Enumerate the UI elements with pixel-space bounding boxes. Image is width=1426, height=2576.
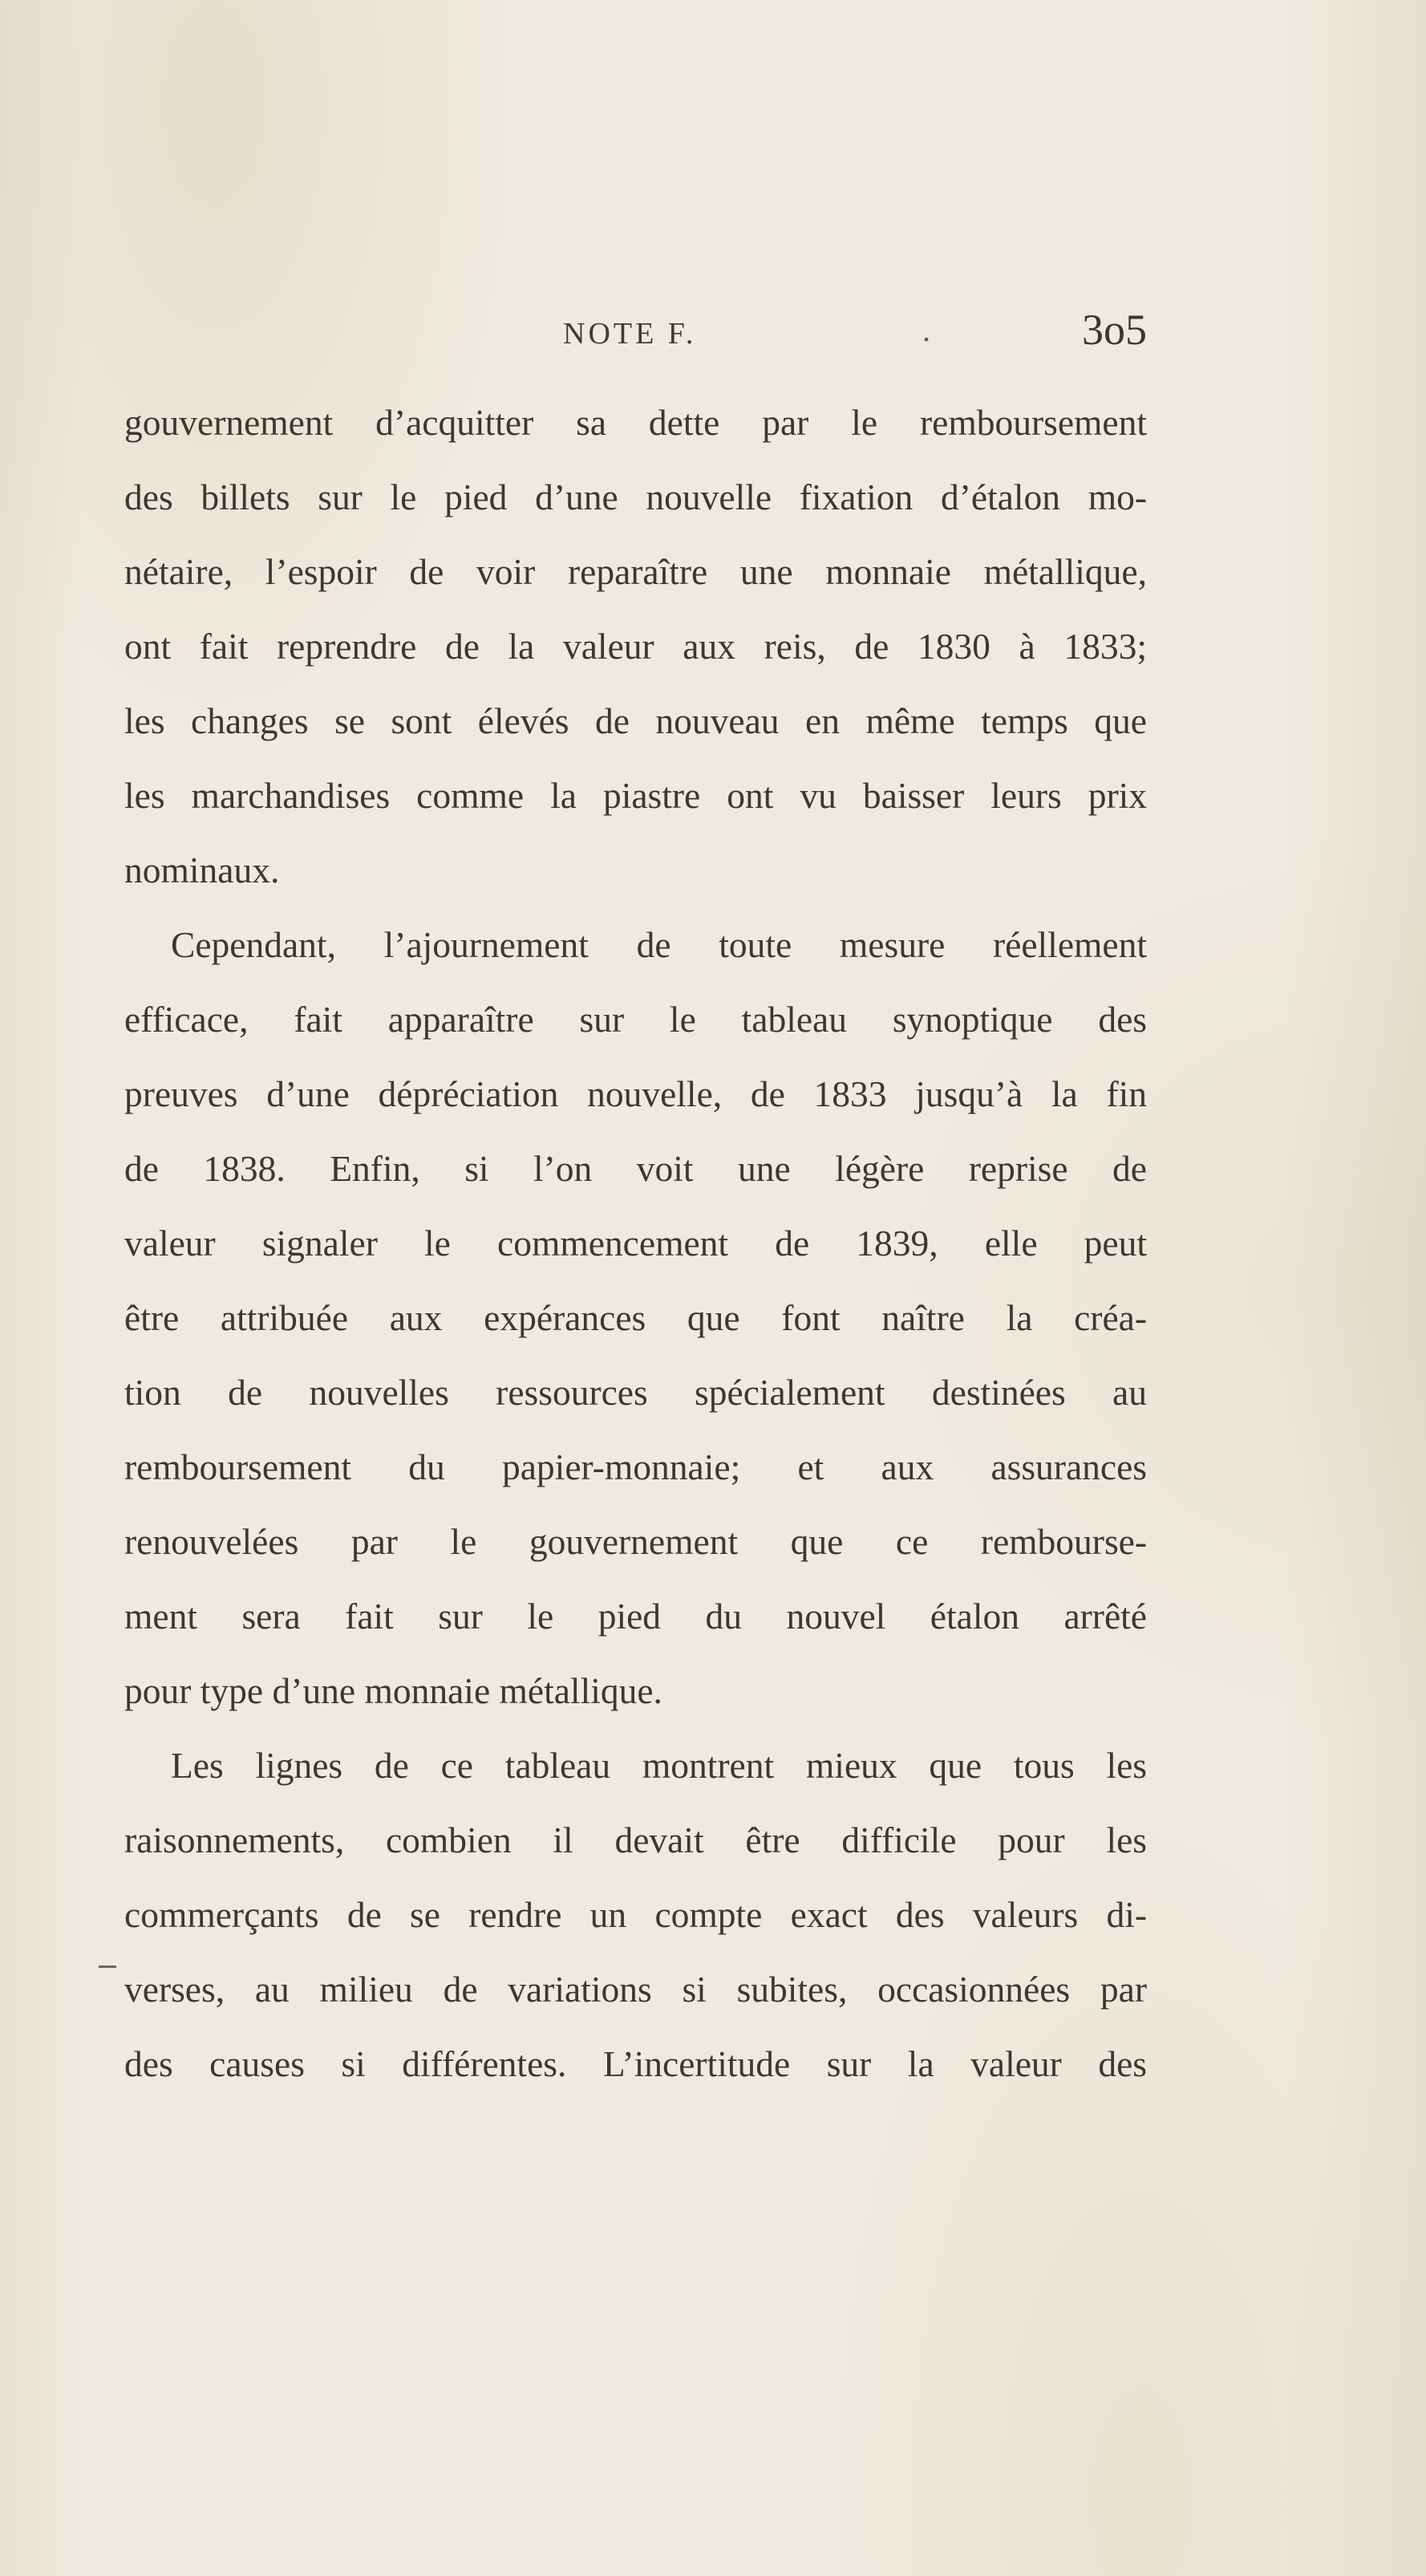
text-line: valeur signaler le commencement de 1839, elle peut	[124, 1223, 1147, 1264]
text-line: preuves d’une dépréciation nouvelle, de 1833 jusqu’à la fin	[124, 1073, 1147, 1114]
text-line: les changes se sont élevés de nouveau en même temps que	[124, 700, 1147, 741]
text-line: des causes si différentes. L’incertitude sur la valeur des	[124, 2043, 1147, 2084]
text-line: remboursement du papier-monnaie; et aux assurances	[124, 1446, 1147, 1487]
text-line: les marchandises comme la piastre ont vu baisser leurs prix	[124, 775, 1147, 816]
text-line: des billets sur le pied d’une nouvelle fixation d’étalon mo-	[124, 477, 1147, 517]
running-head	[124, 305, 1147, 361]
paragraph-start-line: Les lignes de ce tableau montrent mieux que tous les	[171, 1745, 1147, 1786]
text-line: gouvernement d’acquitter sa dette par le remboursement	[124, 402, 1147, 443]
text-line: raisonnements, combien il devait être difficile pour les	[124, 1819, 1147, 1860]
text-line: nominaux.	[124, 850, 280, 890]
text-line: renouvelées par le gouvernement que ce rembourse-	[124, 1521, 1147, 1562]
text-line: être attribuée aux expérances que font naître la créa-	[124, 1297, 1147, 1338]
text-line: de 1838. Enfin, si l’on voit une légère reprise de	[124, 1148, 1147, 1189]
text-line: tion de nouvelles ressources spécialement destinées au	[124, 1372, 1147, 1413]
running-head-dot: .	[922, 312, 930, 348]
running-head-title: NOTE F.	[563, 317, 697, 351]
text-line: nétaire, l’espoir de voir reparaître une monnaie métallique,	[124, 551, 1147, 592]
text-line: pour type d’une monnaie métallique.	[124, 1670, 662, 1711]
body-text	[124, 385, 1147, 2101]
paragraph-start-line: Cependant, l’ajournement de toute mesure réellement	[171, 924, 1147, 965]
margin-dash-mark	[99, 1965, 116, 1968]
text-line: commerçants de se rendre un compte exact des valeurs di-	[124, 1894, 1147, 1935]
text-line: ment sera fait sur le pied du nouvel étalon arrêté	[124, 1596, 1147, 1637]
text-line: verses, au milieu de variations si subites, occasionnées par	[124, 1969, 1147, 2010]
text-line: efficace, fait apparaître sur le tableau synoptique des	[124, 999, 1147, 1040]
text-line: ont fait reprendre de la valeur aux reis, de 1830 à 1833;	[124, 626, 1147, 667]
page-number: 3o5	[1082, 306, 1147, 354]
